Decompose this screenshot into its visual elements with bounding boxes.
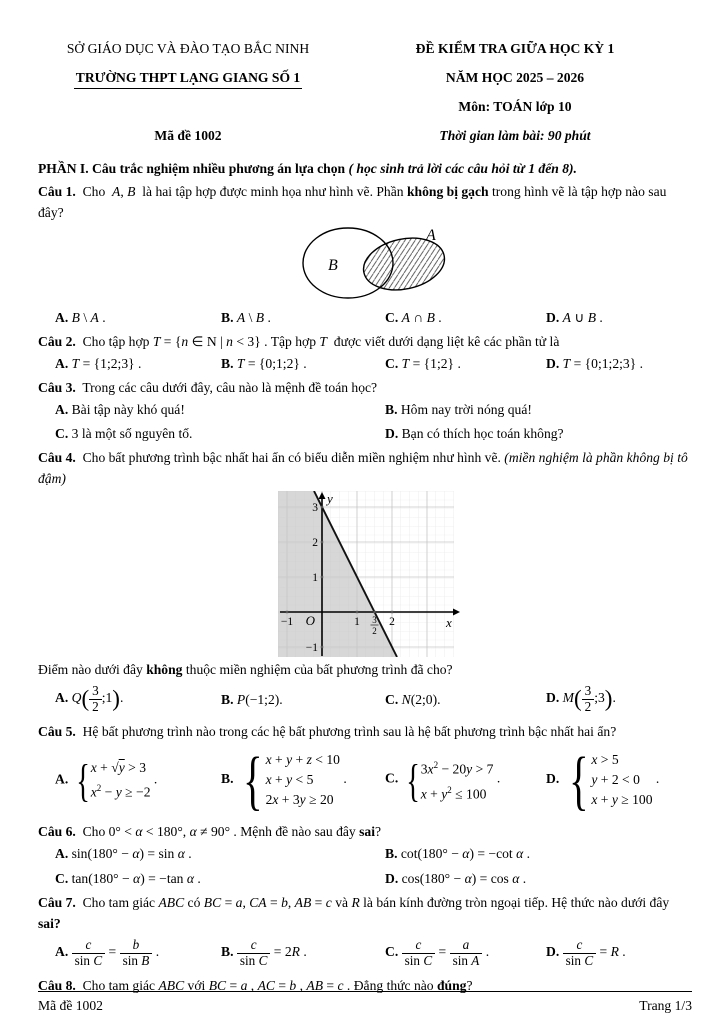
page-footer <box>38 991 692 1016</box>
question-2-option-b: B. T = {0;1;2} . <box>221 356 307 371</box>
x-tick-1: 1 <box>354 616 360 628</box>
department-name: SỞ GIÁO DỤC VÀ ĐÀO TẠO BẮC NINH <box>66 41 310 56</box>
question-6-stem: Câu 6. Cho 0° < α < 180°, α ≠ 90° . Mệnh đề nào sau đây sai? <box>38 824 382 839</box>
set-a-label: A <box>426 227 436 244</box>
set-b-label: B <box>328 257 338 274</box>
x-axis-arrow <box>453 609 460 616</box>
y-tick-m1: −1 <box>305 642 318 654</box>
question-3-option-a: A. Bài tập này khó quá! <box>55 402 185 417</box>
question-6-option-c: C. tan(180° − α) = −tan α . <box>55 871 201 886</box>
question-3 <box>38 377 692 444</box>
header-left <box>38 34 338 150</box>
exam-code: Mã đề 1002 <box>154 128 222 143</box>
y-tick-1: 1 <box>312 572 318 584</box>
question-7-options <box>38 935 692 972</box>
solution-region-graph <box>278 491 461 657</box>
footer-page-number: Trang 1/3 <box>639 998 692 1013</box>
question-2-stem: Câu 2. Cho tập hợp T = {n ∈ N | n < 3} . Tập hợp T được viết dưới dạng liệt kê các phần tử là <box>38 334 560 349</box>
question-3-option-d: D. Bạn có thích học toán không? <box>385 426 564 441</box>
footer-exam-code: Mã đề 1002 <box>38 998 103 1013</box>
x-tick-3-2-num: 3 <box>372 615 377 625</box>
question-5-option-b: B. { x + y + z < 10 x + y < 5 2x + 3y ≥ 20 . <box>221 743 347 817</box>
question-4-option-b: B. P(−1;2). <box>221 692 283 707</box>
question-5-stem: Câu 5. Hệ bất phương trình nào trong các hệ bất phương trình sau là hệ bất phương trình bậc nhất hai ẩn? <box>38 724 617 739</box>
x-tick-3-2-den: 2 <box>372 626 377 636</box>
header-spacer <box>38 92 338 121</box>
question-1-option-c: C. A ∩ B . <box>385 310 442 325</box>
question-1-options <box>38 307 692 328</box>
subject-line: Môn: TOÁN lớp 10 <box>458 99 572 114</box>
question-6-option-d: D. cos(180° − α) = cos α . <box>385 871 527 886</box>
school-year: NĂM HỌC 2025 – 2026 <box>445 70 585 85</box>
x-tick-2: 2 <box>389 616 395 628</box>
question-6 <box>38 821 692 889</box>
question-1-option-a: A. B \ A . <box>55 310 106 325</box>
question-3-options-row1 <box>38 399 692 420</box>
question-6-options <box>38 843 692 889</box>
question-3-stem: Câu 3. Trong các câu dưới đây, câu nào là mệnh đề toán học? <box>38 380 378 395</box>
question-2-option-a: A. T = {1;2;3} . <box>55 356 142 371</box>
x-axis-label: x <box>446 615 452 630</box>
question-1 <box>38 181 692 328</box>
question-5-option-d: D. { x > 5 y + 2 < 0 x + y ≥ 100 . <box>546 743 660 817</box>
question-6-option-b: B. cot(180° − α) = −cot α . <box>385 846 531 861</box>
question-4-subquestion: Điểm nào dưới đây không thuộc miền nghiệm của bất phương trình đã cho? <box>38 662 453 677</box>
question-4-option-a: A. Q( $\frac{3}{2}$ ;1). <box>55 683 124 714</box>
x-tick-m1: −1 <box>280 616 294 628</box>
question-5-option-a: A. { x + √y > 3 $x^2 - y \ge -2$ . <box>55 754 158 806</box>
question-8-stem: Câu 8. Cho tam giác ABC với BC = a , AC = b , AB = c . Đẳng thức nào đúng? <box>38 978 473 993</box>
question-5 <box>38 721 692 817</box>
header-right <box>338 34 692 150</box>
question-2-option-c: C. T = {1;2} . <box>385 356 461 371</box>
question-2 <box>38 331 692 374</box>
part1-title: PHẦN I. Câu trắc nghiệm nhiều phương án lựa chọn ( học sinh trả lời các câu hỏi từ 1 đến 8). <box>38 161 577 176</box>
question-3-option-c: C. 3 là một số nguyên tố. <box>55 426 193 441</box>
question-4-option-c: C. N(2;0). <box>385 692 441 707</box>
origin-label: O <box>305 613 315 628</box>
question-7-option-a: A. $\frac{c}{\text{sin C}}$ = $\frac{b}{\text{sin B}}$ . <box>55 937 160 968</box>
exam-header <box>38 34 692 150</box>
question-2-options <box>38 353 692 374</box>
venn-diagram <box>300 225 450 305</box>
question-7-option-c: C. $\frac{c}{\text{sin C}}$ = $\frac{a}{\text{sin A}}$ . <box>385 937 490 968</box>
question-6-option-a: A. sin(180° − α) = sin α . <box>55 846 192 861</box>
y-tick-2: 2 <box>312 537 318 549</box>
question-5-option-c: C. { $3x^2 - 20y > 7$ $x + y^2 \le 100$ . <box>385 754 501 806</box>
question-4-stem: Câu 4. Cho bất phương trình bậc nhất hai ẩn có biểu diễn miền nghiệm như hình vẽ. (miền nghiệm là phần không bị tô đậm) <box>38 450 688 486</box>
question-4-option-d: D. M( $\frac{3}{2}$ ;3). <box>546 683 616 714</box>
question-5-options <box>38 743 692 817</box>
y-tick-3: 3 <box>312 502 318 514</box>
question-7-option-b: B. $\frac{c}{\text{sin C}}$ = 2R . <box>221 937 307 968</box>
question-4 <box>38 447 692 718</box>
question-1-option-b: B. A \ B . <box>221 310 271 325</box>
school-name: TRƯỜNG THPT LẠNG GIANG SỐ 1 <box>38 63 338 92</box>
question-4-options <box>38 681 692 718</box>
y-axis-label: y <box>327 491 333 506</box>
exam-title: ĐỀ KIỂM TRA GIỮA HỌC KỲ 1 <box>415 41 615 56</box>
question-2-option-d: D. T = {0;1;2;3} . <box>546 356 644 371</box>
question-3-options-row2 <box>38 423 692 444</box>
question-7 <box>38 892 692 972</box>
question-1-stem: Câu 1. Cho A, B là hai tập hợp được minh họa như hình vẽ. Phần không bị gạch trong hình vẽ là tập hợp nào sau đây? <box>38 184 667 220</box>
question-7-stem: Câu 7. Cho tam giác ABC có BC = a, CA = b, AB = c và R là bán kính đường tròn ngoại tiếp. Hệ thức nào dưới đây sai? <box>38 895 670 931</box>
question-3-option-b: B. Hôm nay trời nóng quá! <box>385 402 532 417</box>
question-7-option-d: D. $\frac{c}{\text{sin C}}$ = R . <box>546 937 626 968</box>
duration-line: Thời gian làm bài: 90 phút <box>439 128 591 143</box>
question-1-option-d: D. A ∪ B . <box>546 310 603 325</box>
